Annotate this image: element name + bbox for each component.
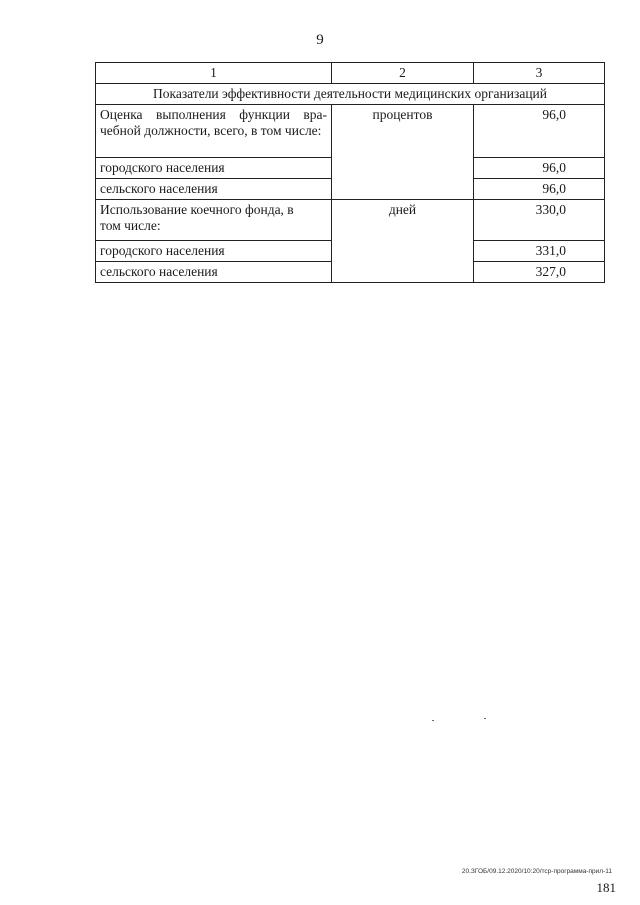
table-row — [96, 105, 605, 158]
indicator-label: сельского населения — [96, 179, 332, 200]
indicator-label: Использование коечного фонда, в том числе: — [96, 200, 332, 241]
value-cell: 327,0 — [474, 262, 605, 283]
value-cell: 96,0 — [474, 158, 605, 179]
page-number: 9 — [316, 32, 324, 48]
column-number-2: 2 — [332, 63, 474, 84]
value-cell: 96,0 — [474, 179, 605, 200]
indicators-table — [95, 62, 605, 283]
indicator-label: Оценка выполнения функции врачебной должности, всего, в том числе: — [96, 105, 332, 158]
footer-page-number: 181 — [596, 880, 616, 895]
indicator-label: сельского населения — [96, 262, 332, 283]
value-cell: 330,0 — [474, 200, 605, 241]
table-row — [96, 200, 605, 241]
value-cell: 96,0 — [474, 105, 605, 158]
unit-cell: дней — [332, 200, 474, 283]
scan-speck — [484, 718, 486, 719]
column-number-1: 1 — [96, 63, 332, 84]
unit-cell: процентов — [332, 105, 474, 200]
document-code: 20.ЗГОБ/09.12.2020/10:20/тср-программа-прил-11 — [461, 868, 612, 875]
scan-speck — [432, 720, 434, 721]
indicator-label: городского населения — [96, 158, 332, 179]
indicator-label: городского населения — [96, 241, 332, 262]
section-title: Показатели эффективности деятельности медицинских организаций — [96, 84, 605, 105]
value-cell: 331,0 — [474, 241, 605, 262]
column-number-3: 3 — [474, 63, 605, 84]
section-title-row — [96, 84, 605, 105]
column-number-row — [96, 63, 605, 84]
